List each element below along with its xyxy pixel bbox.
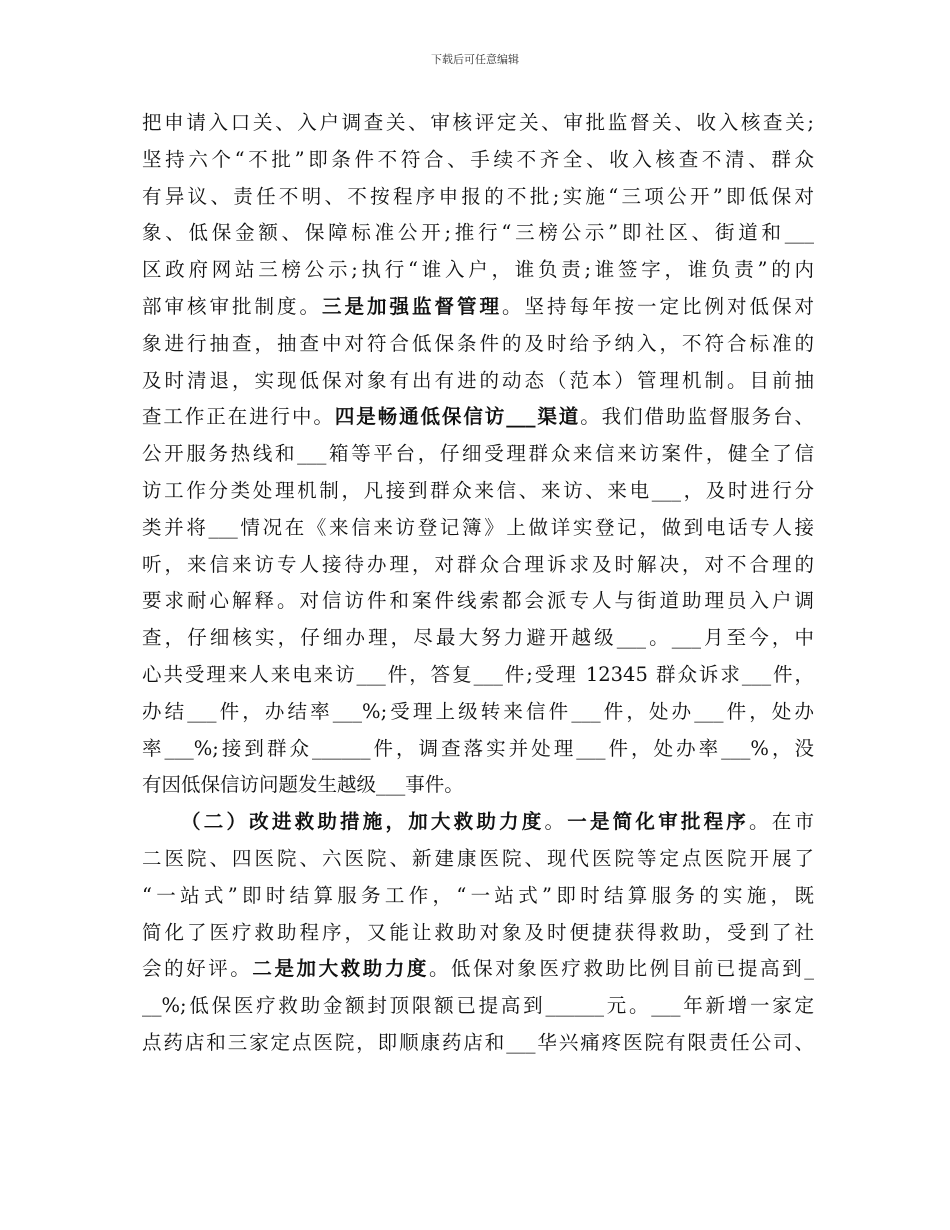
text-line: [142, 289, 814, 326]
body-text: [142, 105, 814, 1062]
text-line: [142, 105, 814, 142]
page-header: 下载后可任意编辑: [431, 53, 519, 66]
text-segment: 。我们借助监督服务台、: [580, 405, 814, 429]
text-line: [142, 473, 814, 510]
text-segment: 查工作正在进行中。: [142, 405, 335, 429]
text-segment: 要求耐心解释。对信访件和案件线索都会派专人与街道助理员入户调: [142, 589, 814, 613]
text-line: [142, 547, 814, 584]
text-line: [142, 252, 814, 289]
text-line: [142, 804, 814, 841]
text-segment: 。在市: [749, 810, 814, 834]
text-segment: 。: [544, 810, 568, 834]
text-line: [142, 326, 814, 363]
text-segment: 会的好评。: [142, 957, 253, 981]
text-segment: 公开服务热线和___箱等平台，仔细受理群众来信来访案件，健全了信: [142, 442, 814, 466]
text-segment: 。坚持每年按一定比例对低保对: [502, 294, 814, 318]
text-line: [142, 1025, 814, 1062]
text-line: [142, 620, 814, 657]
text-line: [142, 694, 814, 731]
text-segment: 点药店和三家定点医院，即顺康药店和___华兴痛疼医院有限责任公司、: [142, 1030, 814, 1054]
text-segment: 心共受理来人来电来访___件，答复___件;受理 12345 群众诉求___件，: [142, 662, 814, 686]
text-segment: 率___%;接到群众______件，调查落实并处理___件，处办率___%，没: [142, 736, 814, 760]
text-line: [142, 179, 814, 216]
text-line: [142, 215, 814, 252]
text-segment: 查，仔细核实，仔细办理，尽最大努力避开越级___。___月至今，中: [142, 626, 814, 650]
text-line: [142, 878, 814, 915]
text-segment: 简化了医疗救助程序，又能让救助对象及时便捷获得救助，受到了社: [142, 920, 814, 944]
text-line: [142, 399, 814, 436]
text-segment: 有因低保信访问题发生越级___事件。: [142, 773, 464, 797]
text-line: [142, 583, 814, 620]
text-line: [142, 767, 814, 804]
text-segment: __%;低保医疗救助金额封顶限额已提高到______元。___年新增一家定: [142, 994, 814, 1018]
text-line: [142, 731, 814, 768]
text-segment: 坚持六个“不批”即条件不符合、手续不齐全、收入核查不清、群众: [142, 147, 814, 171]
text-segment: 类并将___情况在《来信来访登记簿》上做详实登记，做到电话专人接: [142, 515, 814, 539]
text-line: [142, 142, 814, 179]
text-segment: 办结___件，办结率___%;受理上级转来信件___件，处办___件，处办: [142, 699, 814, 723]
text-segment: 部审核审批制度。: [142, 294, 322, 318]
text-line: [142, 363, 814, 400]
text-segment: 象进行抽查，抽查中对符合低保条件的及时给予纳入，不符合标准的: [142, 331, 814, 355]
text-segment: 二医院、四医院、六医院、新建康医院、现代医院等定点医院开展了: [142, 846, 814, 870]
bold-heading-text: 四是畅通低保信访___渠道: [334, 405, 581, 429]
text-line: [142, 436, 814, 473]
text-segment: 象、低保金额、保障标准公开;推行“三榜公示”即社区、街道和___: [142, 221, 814, 245]
text-line: [142, 915, 814, 952]
text-segment: 及时清退，实现低保对象有出有进的动态（范本）管理机制。目前抽: [142, 368, 814, 392]
bold-heading-text: （二）改进救助措施，加大救助力度: [181, 810, 545, 834]
text-segment: 区政府网站三榜公示;执行“谁入户，谁负责;谁签字，谁负责”的内: [142, 258, 814, 282]
text-segment: 。低保对象医疗救助比例目前已提高到_: [428, 957, 814, 981]
text-line: [142, 510, 814, 547]
text-line: [142, 657, 814, 694]
text-segment: 有异议、责任不明、不按程序申报的不批;实施“三项公开”即低保对: [142, 184, 814, 208]
text-segment: 把申请入口关、入户调查关、审核评定关、审批监督关、收入核查关;: [142, 111, 814, 134]
text-line: [142, 951, 814, 988]
text-segment: 听，来信来访专人接待办理，对群众合理诉求及时解决，对不合理的: [142, 552, 814, 576]
text-segment: 访工作分类处理机制，凡接到群众来信、来访、来电___，及时进行分: [142, 478, 814, 502]
bold-heading-text: 三是加强监督管理: [322, 294, 502, 318]
bold-heading-text: 二是加大救助力度: [252, 957, 429, 981]
text-line: [142, 988, 814, 1025]
text-line: [142, 841, 814, 878]
text-segment: “一站式”即时结算服务工作，“一站式”即时结算服务的实施，既: [142, 883, 814, 907]
bold-heading-text: 一是简化审批程序: [567, 810, 750, 834]
